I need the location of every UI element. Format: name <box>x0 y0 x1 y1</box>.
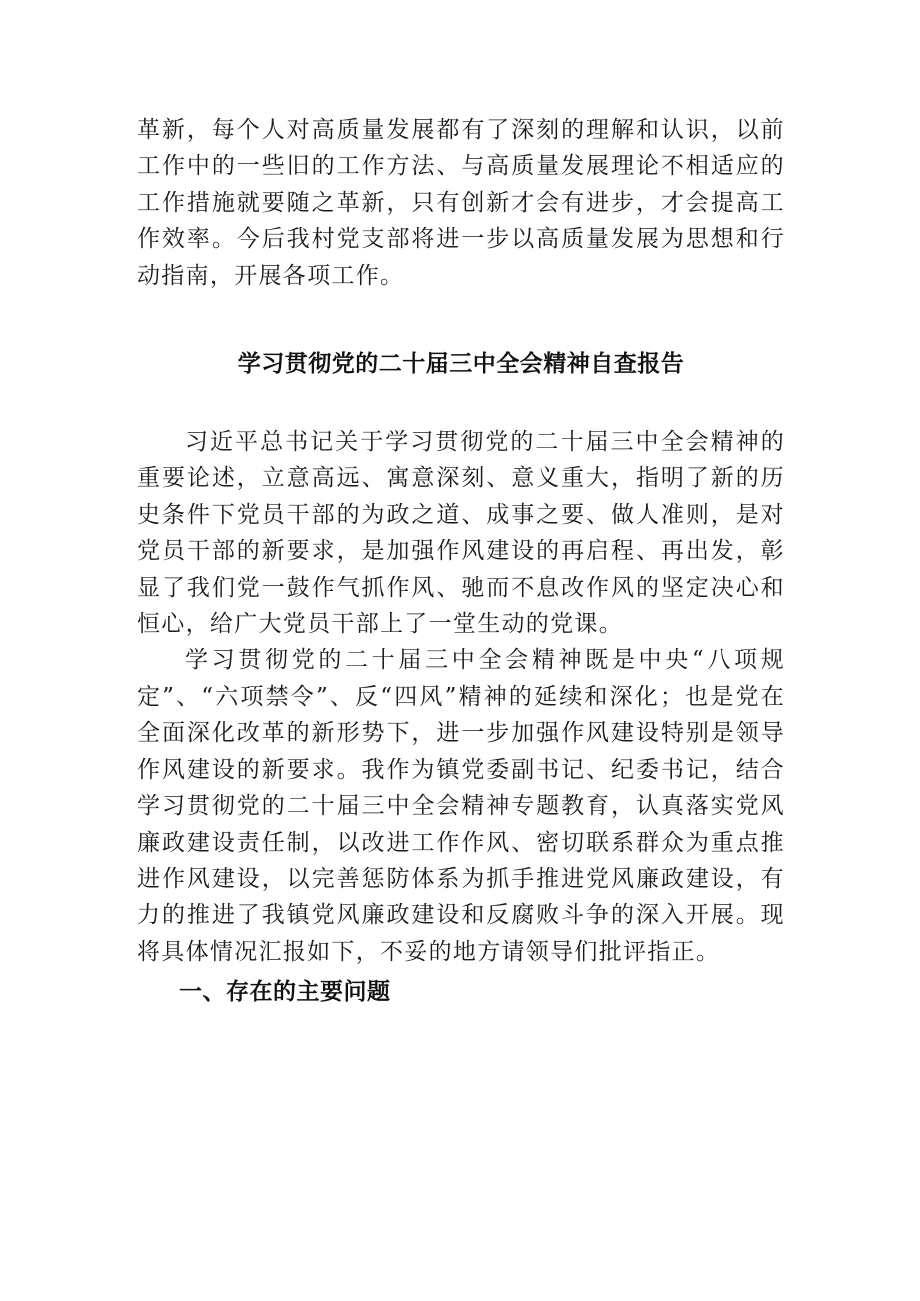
continuation-paragraph: 革新，每个人对高质量发展都有了深刻的理解和认识，以前工作中的一些旧的工作方法、与高质量发展理论不相适应的工作措施就要随之革新，只有创新才会有进步，才会提高工作效率。今后我村党支部将进一步以高质量发展为思想和行动指南，开展各项工作。 <box>137 117 785 289</box>
section-heading: 一、存在的主要问题 <box>179 979 391 1006</box>
document-body <box>137 112 785 1010</box>
body-paragraph-1: 习近平总书记关于学习贯彻党的二十届三中全会精神的重要论述，立意高远、寓意深刻、意义重大，指明了新的历史条件下党员干部的为政之道、成事之要、做人准则，是对党员干部的新要求，是加强作风建设的再启程、再出发，彰显了我们党一鼓作气抓作风、驰而不息改作风的坚定决心和恒心，给广大党员干部上了一堂生动的党课。 <box>137 429 785 638</box>
report-title: 学习贯彻党的二十届三中全会精神自查报告 <box>237 351 685 378</box>
body-paragraph-2: 学习贯彻党的二十届三中全会精神既是中央“八项规定”、“六项禁令”、反“四风”精神的延续和深化；也是党在全面深化改革的新形势下，进一步加强作风建设特别是领导作风建设的新要求。我作为镇党委副书记、纪委书记，结合学习贯彻党的二十届三中全会精神专题教育，认真落实党风廉政建设责任制，以改进工作作风、密切联系群众为重点推进作风建设，以完善惩防体系为抓手推进党风廉政建设，有力的推进了我镇党风廉政建设和反腐败斗争的深入开展。现将具体情况汇报如下，不妥的地方请领导们批评指正。 <box>137 647 785 965</box>
